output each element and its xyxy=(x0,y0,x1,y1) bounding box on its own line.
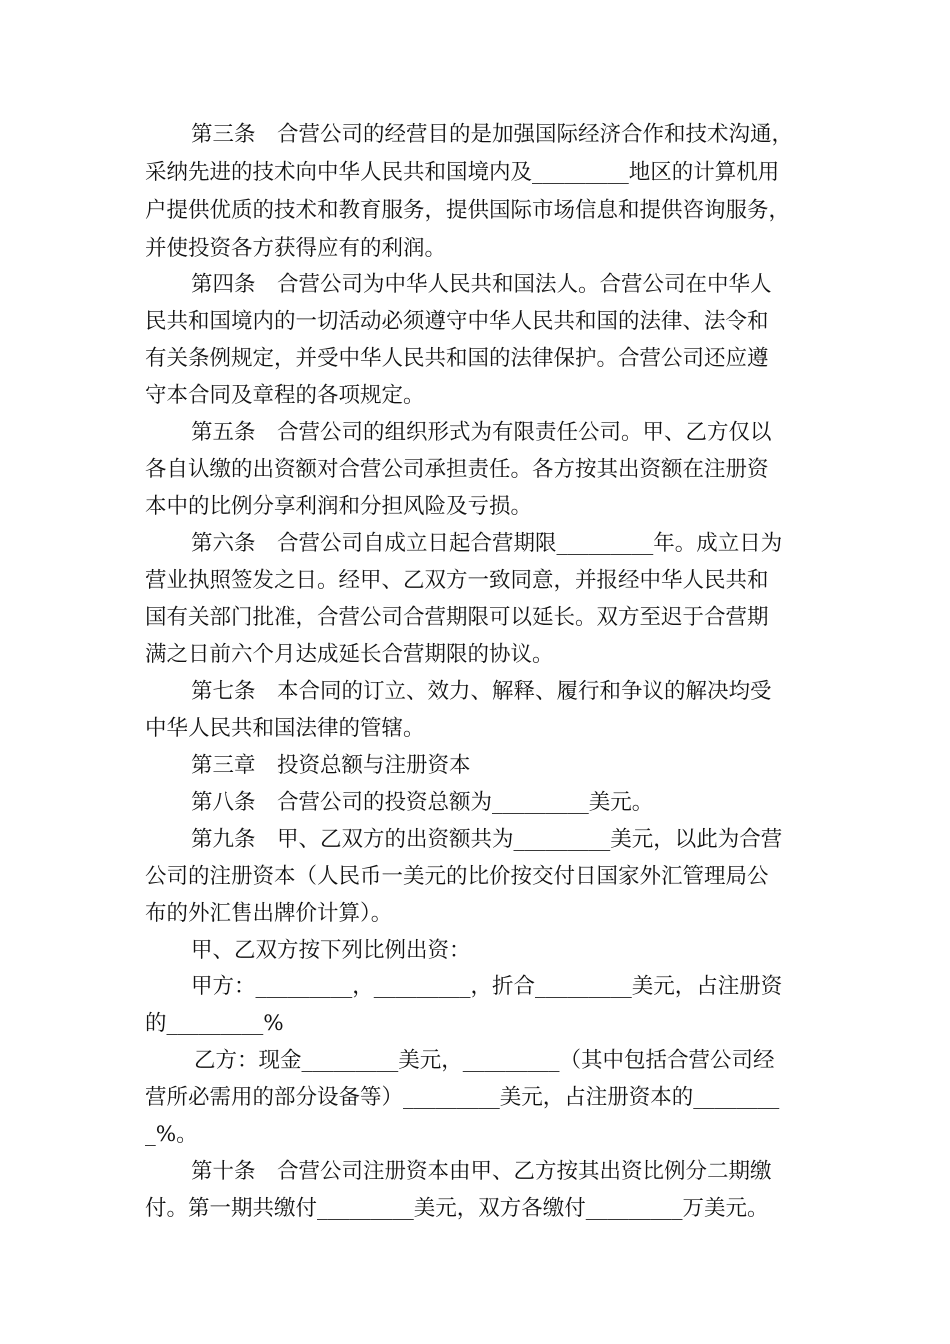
party-b-line-3: _%。 xyxy=(145,1122,198,1147)
article-6-line-4: 满之日前六个月达成延长合营期限的协议。 xyxy=(145,642,554,667)
article-10-line-1: 第十条 合营公司注册资本由甲、乙方按其出资比例分二期缴 xyxy=(191,1159,772,1184)
article-3-line-4: 并使投资各方获得应有的利润。 xyxy=(145,236,447,261)
article-4-line-2: 民共和国境内的一切活动必须遵守中华人民共和国的法律、法令和 xyxy=(145,309,769,334)
article-5-line-3: 本中的比例分享利润和分担风险及亏损。 xyxy=(145,494,533,519)
contribution-intro: 甲、乙双方按下列比例出资： xyxy=(191,938,471,963)
article-10-line-2: 付。第一期共缴付_________美元，双方各缴付_________万美元。 xyxy=(145,1196,769,1221)
article-7-line-1: 第七条 本合同的订立、效力、解释、履行和争议的解决均受 xyxy=(191,679,772,704)
article-4-line-1: 第四条 合营公司为中华人民共和国法人。合营公司在中华人 xyxy=(191,272,772,297)
article-3-line-2: 采纳先进的技术向中华人民共和国境内及_________地区的计算机用 xyxy=(145,160,780,185)
article-4-line-3: 有关条例规定，并受中华人民共和国的法律保护。合营公司还应遵 xyxy=(145,346,769,371)
chapter-3-heading: 第三章 投资总额与注册资本 xyxy=(191,753,471,778)
party-a-line-1: 甲方：_________，_________，折合_________美元，占注册资 xyxy=(191,974,783,999)
party-a-line-2: 的_________% xyxy=(145,1011,284,1036)
article-4-line-4: 守本合同及章程的各项规定。 xyxy=(145,383,425,408)
article-7-line-2: 中华人民共和国法律的管辖。 xyxy=(145,716,425,741)
article-3-line-1: 第三条 合营公司的经营目的是加强国际经济合作和技术沟通， xyxy=(191,122,794,147)
article-6-line-1: 第六条 合营公司自成立日起合营期限_________年。成立日为 xyxy=(191,531,783,556)
article-9-line-1: 第九条 甲、乙双方的出资额共为_________美元，以此为合营 xyxy=(191,827,783,852)
article-9-line-2: 公司的注册资本（人民币一美元的比价按交付日国家外汇管理局公 xyxy=(145,864,769,889)
article-5-line-2: 各自认缴的出资额对合营公司承担责任。各方按其出资额在注册资 xyxy=(145,457,769,482)
article-8-line-1: 第八条 合营公司的投资总额为_________美元。 xyxy=(191,790,654,815)
article-9-line-3: 布的外汇售出牌价计算）。 xyxy=(145,901,393,926)
article-5-line-1: 第五条 合营公司的组织形式为有限责任公司。甲、乙方仅以 xyxy=(191,420,772,445)
article-6-line-3: 国有关部门批准，合营公司合营期限可以延长。双方至迟于合营期 xyxy=(145,605,769,630)
article-3-line-3: 户提供优质的技术和教育服务，提供国际市场信息和提供咨询服务， xyxy=(145,198,791,223)
article-6-line-2: 营业执照签发之日。经甲、乙双方一致同意，并报经中华人民共和 xyxy=(145,568,769,593)
party-b-line-2: 营所必需用的部分设备等）_________美元，占注册资本的________ xyxy=(145,1085,780,1110)
party-b-line-1: 乙方：现金_________美元，_________（其中包括合营公司经 xyxy=(194,1048,775,1073)
